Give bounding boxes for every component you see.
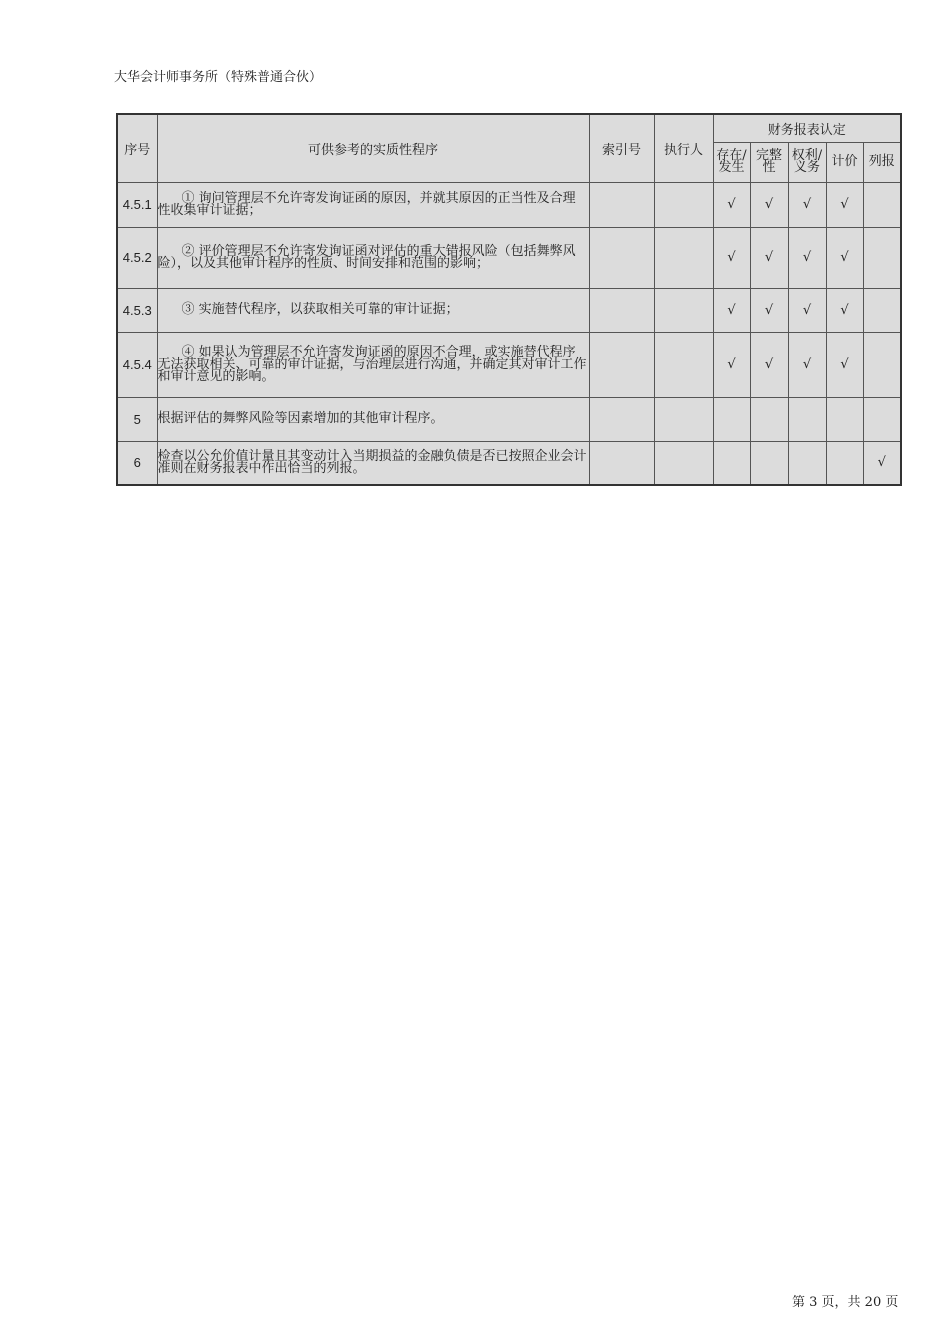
- table-row: [117, 332, 901, 397]
- procedure-table: [116, 113, 902, 486]
- row-existence-check: [713, 441, 750, 485]
- row-index: [589, 227, 654, 288]
- row-rights-check: [788, 441, 826, 485]
- row-valuation-check: √: [826, 288, 863, 332]
- row-procedure: 根据评估的舞弊风险等因素增加的其他审计程序。: [157, 397, 589, 441]
- row-presentation-check: √: [863, 441, 901, 485]
- col-header-index: 索引号: [589, 114, 654, 182]
- row-seq: 4.5.3: [117, 288, 157, 332]
- col-header-completeness: 完整性: [750, 142, 788, 182]
- row-seq: 4.5.1: [117, 182, 157, 227]
- row-presentation-check: [863, 227, 901, 288]
- page-number: 第 3 页，共 20 页: [792, 1295, 899, 1310]
- table-row: [117, 182, 901, 227]
- row-seq: 4.5.4: [117, 332, 157, 397]
- row-valuation-check: [826, 441, 863, 485]
- row-valuation-check: [826, 397, 863, 441]
- row-index: [589, 288, 654, 332]
- row-completeness-check: [750, 397, 788, 441]
- row-executor: [654, 332, 713, 397]
- col-header-procedure: 可供参考的实质性程序: [157, 114, 589, 182]
- col-header-executor: 执行人: [654, 114, 713, 182]
- row-procedure: ④ 如果认为管理层不允许寄发询证函的原因不合理，或实施替代程序无法获取相关、可靠的审计证据，与治理层进行沟通，并确定其对审计工作和审计意见的影响。: [157, 332, 589, 397]
- row-procedure: ① 询问管理层不允许寄发询证函的原因，并就其原因的正当性及合理性收集审计证据；: [157, 182, 589, 227]
- row-index: [589, 332, 654, 397]
- row-valuation-check: √: [826, 182, 863, 227]
- row-completeness-check: √: [750, 288, 788, 332]
- table-row: [117, 227, 901, 288]
- row-rights-check: √: [788, 227, 826, 288]
- col-header-existence: 存在/发生: [713, 142, 750, 182]
- col-header-rights: 权利/义务: [788, 142, 826, 182]
- col-header-valuation: 计价: [826, 142, 863, 182]
- row-index: [589, 397, 654, 441]
- row-valuation-check: √: [826, 227, 863, 288]
- row-index: [589, 182, 654, 227]
- row-valuation-check: √: [826, 332, 863, 397]
- row-procedure: ② 评价管理层不允许寄发询证函对评估的重大错报风险（包括舞弊风险），以及其他审计程序的性质、时间安排和范围的影响；: [157, 227, 589, 288]
- row-index: [589, 441, 654, 485]
- col-header-presentation: 列报: [863, 142, 901, 182]
- row-executor: [654, 441, 713, 485]
- row-completeness-check: [750, 441, 788, 485]
- row-executor: [654, 397, 713, 441]
- row-seq: 5: [117, 397, 157, 441]
- row-completeness-check: √: [750, 332, 788, 397]
- row-presentation-check: [863, 397, 901, 441]
- row-existence-check: [713, 397, 750, 441]
- row-existence-check: √: [713, 288, 750, 332]
- row-procedure: ③ 实施替代程序，以获取相关可靠的审计证据；: [157, 288, 589, 332]
- table-row: [117, 288, 901, 332]
- row-executor: [654, 182, 713, 227]
- row-seq: 6: [117, 441, 157, 485]
- row-rights-check: √: [788, 182, 826, 227]
- row-completeness-check: √: [750, 182, 788, 227]
- table-row: [117, 441, 901, 485]
- row-presentation-check: [863, 182, 901, 227]
- row-rights-check: √: [788, 288, 826, 332]
- row-existence-check: √: [713, 227, 750, 288]
- row-completeness-check: √: [750, 227, 788, 288]
- firm-name: 大华会计师事务所（特殊普通合伙）: [114, 70, 323, 85]
- row-rights-check: √: [788, 332, 826, 397]
- col-header-assertions: 财务报表认定: [713, 114, 901, 142]
- row-executor: [654, 227, 713, 288]
- col-header-seq: 序号: [117, 114, 157, 182]
- row-presentation-check: [863, 288, 901, 332]
- row-rights-check: [788, 397, 826, 441]
- row-executor: [654, 288, 713, 332]
- row-procedure: 检查以公允价值计量且其变动计入当期损益的金融负债是否已按照企业会计准则在财务报表中作出恰当的列报。: [157, 441, 589, 485]
- row-existence-check: √: [713, 182, 750, 227]
- table-row: [117, 397, 901, 441]
- row-existence-check: √: [713, 332, 750, 397]
- row-presentation-check: [863, 332, 901, 397]
- row-seq: 4.5.2: [117, 227, 157, 288]
